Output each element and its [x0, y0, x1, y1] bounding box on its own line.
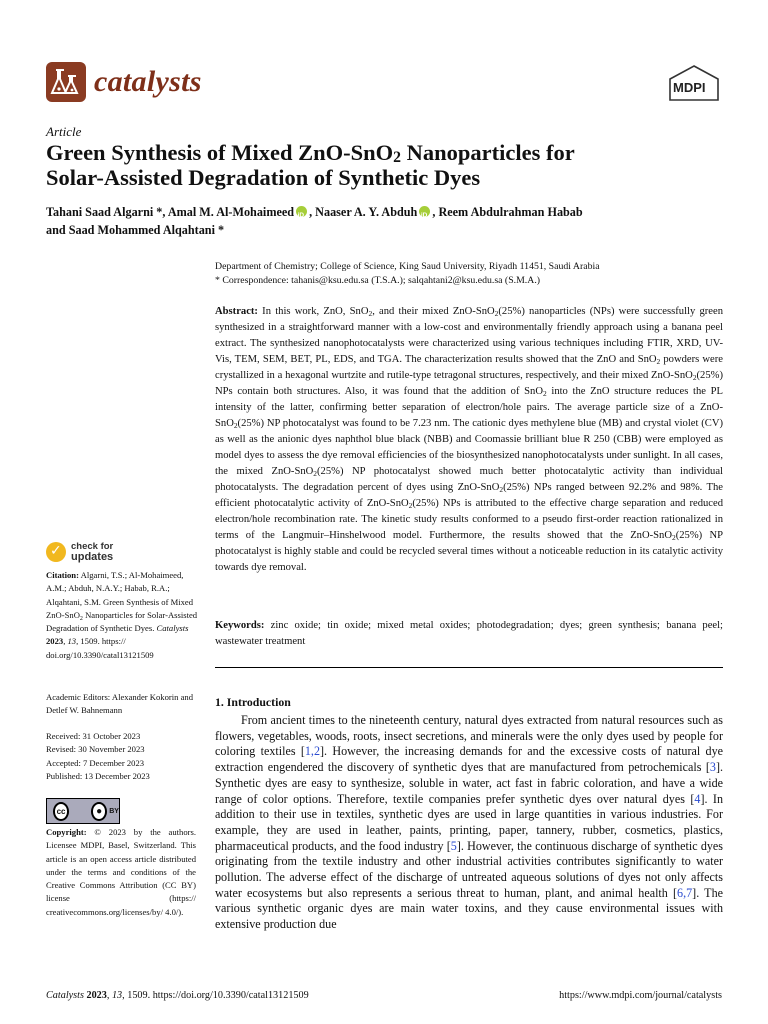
- author-names[interactable]: and Saad Mohammed Alqahtani *: [46, 223, 225, 237]
- publisher-name: MDPI: [673, 80, 706, 95]
- subscript: 2: [233, 421, 238, 430]
- abstract-text: into the ZnO structure reduces the PL intensity of the latter, confirming better separation of electron/hole pairs. The average particle size of a ZnO-SnO: [215, 386, 723, 429]
- affiliation-block: [215, 260, 725, 288]
- footer-year: 2023: [86, 990, 107, 1001]
- abstract-text: (25%) nanoparticles (NPs) were successfully green synthesized in a straightforward manner with a low-cost and environmentally friendly approach using a banana peel extract. The synthesized nanophotocatalysts were characterized using various techniques including FTIR, XRD, UV-Vis, TEM, SEM, BET, PL, EDS, and TGA. The characterization results showed that the ZnO and SnO: [215, 306, 723, 365]
- abstract-text: , and their mixed ZnO-SnO: [372, 306, 495, 317]
- abstract-text: (25%) NPs contain both structures. Also, it was found that the addition of SnO: [215, 370, 723, 397]
- citation-label: Citation:: [46, 570, 79, 580]
- check-updates-label: [71, 542, 113, 562]
- reference-link[interactable]: 4: [694, 791, 701, 806]
- subscript: 2: [692, 373, 697, 382]
- flask-icon: [46, 62, 86, 102]
- by-label: BY: [109, 807, 119, 815]
- footer-doi[interactable]: , 1509. https://doi.org/10.3390/catal13121509: [122, 990, 309, 1001]
- abstract-text: powders were crystallized in a hexagonal wurtzite and rutile-type tetragonal structures, respectively, and their mixed ZnO-SnO: [215, 354, 723, 381]
- abstract-text: (25%) NP photocatalyst was found to be 7.23 nm. The cationic dyes methylene blue (MB) and crystal violet (CV) as well as the anionic dyes naphthol blue black (NBB) and Coomassie brilliant blue R 250 (CBB) were employed as model dyes to assess the dye removal efficiencies of the biosynthesized nanophotocatalysts under sunlight. In all cases, the mixed ZnO-SnO: [215, 418, 723, 477]
- correspondence[interactable]: * Correspondence: tahanis@ksu.edu.sa (T.S.A.); salqahtani2@ksu.edu.sa (S.M.A.): [215, 275, 541, 286]
- body-text: ]. The various synthetic organic dyes are main water toxins, and they cause environmental issues with extensive production due: [215, 885, 723, 932]
- reference-link[interactable]: 3: [709, 760, 716, 775]
- subscript: 2: [543, 389, 547, 398]
- cc-by-license-badge[interactable]: [46, 798, 120, 824]
- copyright-label: Copyright:: [46, 827, 87, 837]
- title-text: Green Synthesis of Mixed ZnO-SnO: [46, 140, 394, 165]
- reference-link[interactable]: 5: [450, 838, 457, 853]
- subscript: 2: [672, 533, 676, 542]
- abstract-text: (25%) NP photocatalyst showed much better photocatalytic activity than individual photocatalysts. The degradation percent of dyes using ZnO-SnO: [215, 466, 723, 493]
- title-text: Solar-Assisted Degradation of Synthetic Dyes: [46, 165, 481, 190]
- citation-journal: Catalysts: [156, 623, 189, 634]
- section-heading: 1. Introduction: [215, 695, 291, 709]
- keywords-label: Keywords:: [215, 620, 265, 631]
- citation-block: Citation: Algarni, T.S.; Al-Mohaimeed, A.M.; Abduh, N.A.Y.; Habab, R.A.; Alqahtani, S.M. Green Synthesis of Mixed ZnO-SnO$_2$ Nanoparticles for Solar-Assisted Degradation of Synthetic Dyes. Catalysts 2023, 13, 1509. https:// doi.org/10.3390/catal13121509: [46, 570, 198, 660]
- body-text: ]. However, the increasing demands for and the excessive costs of natural dye extraction engendered the discovery of synthetic dyes that are manufactured from petrochemicals [: [215, 744, 723, 775]
- introduction-paragraph: [215, 713, 723, 933]
- title-text: Nanoparticles for: [401, 140, 575, 165]
- citation-year: 2023: [46, 636, 64, 647]
- citation-text: Nanoparticles for Solar-Assisted Degradation of Synthetic Dyes.: [46, 609, 198, 634]
- footer-journal: Catalysts: [46, 990, 84, 1001]
- reference-link[interactable]: 6,7: [677, 885, 693, 900]
- check-updates-line: check for: [71, 541, 114, 552]
- body-text: ]. Synthetic dyes are easy to synthesize, soluble in water, act fast in fabric coloration, and have a wide range of color options. Therefore, textile companies prefer synthetic dyes over natural dyes [: [215, 760, 723, 806]
- author-names[interactable]: , Naaser A. Y. Abduh: [309, 205, 418, 219]
- dates-block: [46, 730, 198, 783]
- title-subscript: 2: [393, 149, 401, 166]
- checkmark-icon: [46, 542, 66, 562]
- subscript: 2: [499, 485, 504, 494]
- subscript: 2: [656, 357, 661, 366]
- affiliation: Department of Chemistry; College of Science, King Saud University, Riyadh 11451, Saudi Arabia: [215, 261, 600, 272]
- received-date: Received: 31 October 2023: [46, 731, 141, 741]
- footer-volume: 13: [111, 990, 123, 1001]
- footer-citation: Catalysts 2023, 13, 1509. https://doi.org/10.3390/catal13121509: [46, 990, 309, 1001]
- journal-name: catalysts: [94, 65, 202, 98]
- abstract-text: In this work, ZnO, SnO: [257, 306, 369, 317]
- check-updates-line: updates: [71, 551, 114, 563]
- author-names[interactable]: , Reem Abdulrahman Habab: [432, 205, 583, 219]
- author-list: [46, 203, 736, 239]
- accepted-date: Accepted: 7 December 2023: [46, 757, 145, 768]
- body-text: ]. In addition to their use in textiles, synthetic dyes are used in large quantities in various industries. For example, they are used in leather, paints, printing, paper, tannery, rubber, cosmetics, plastics, pharmaceutical products, and the food industry [: [215, 791, 723, 853]
- citation-volume: 13: [67, 636, 77, 647]
- body-text: ]. However, the continuous discharge of synthetic dyes originating from the textile industry and other industrial activities contributes significantly to water pollution. The adverse effect of the discharge of untreated aqueous solutions of dyes not only affects water ecosystems but also represents a serious threat to human, plant, and animal health [: [215, 838, 724, 900]
- abstract-text: (25%) NPs ranged between 92.2% and 98%. The efficient photocatalytic activity of ZnO-SnO: [215, 482, 723, 509]
- subscript: 2: [368, 309, 373, 318]
- abstract-text: (25%) NPs is attributed to the effective charge separation and reduced electron/hole recombination rate. The kinetic study results conformed to a pseudo first-order reaction rationalized in terms of the Langmuir–Hinshelwood model. Furthermore, the results showed that the ZnO-SnO: [215, 498, 723, 541]
- revised-date: Revised: 30 November 2023: [46, 744, 145, 755]
- abstract-label: Abstract:: [215, 306, 258, 317]
- academic-editors: Academic Editors: Alexander Kokorin and Detlef W. Bahnemann: [46, 692, 194, 716]
- subscript: 2: [494, 309, 499, 318]
- footer-journal-url[interactable]: https://www.mdpi.com/journal/catalysts: [559, 990, 722, 1001]
- abstract-text: (25%) NP photocatalyst is highly stable and could be recycled several times without a noticeable reduction in its catalytic activity towards dye removal.: [215, 530, 723, 573]
- reference-link[interactable]: 1,2: [304, 744, 320, 759]
- mdpi-logo[interactable]: [668, 64, 720, 102]
- author-names[interactable]: Tahani Saad Algarni *, Amal M. Al-Mohaimeed: [46, 205, 295, 219]
- citation-text: Algarni, T.S.; Al-Mohaimeed, A.M.; Abduh, N.A.Y.; Habab, R.A.; Alqahtani, S.M. Green Synthesis of Mixed ZnO-SnO: [46, 570, 194, 620]
- section-divider: [215, 667, 723, 668]
- article-type: Article: [46, 124, 82, 139]
- subscript: 2: [313, 469, 317, 478]
- journal-logo[interactable]: [46, 62, 202, 102]
- keywords: [215, 618, 723, 650]
- article-title: [46, 140, 726, 190]
- person-icon: ●: [91, 802, 107, 821]
- orcid-icon[interactable]: [419, 206, 430, 217]
- check-for-updates[interactable]: [46, 542, 113, 562]
- subscript: 2: [79, 615, 83, 622]
- body-text: From ancient times to the nineteenth century, natural dyes extracted from natural resources such as flowers, vegetables, woods, roots, insect secretions, and minerals were the only dyes used by people for coloring textiles [: [215, 713, 723, 759]
- citation-text: , 1509. https://: [76, 636, 126, 647]
- subscript: 2: [408, 501, 413, 510]
- copyright-text: © 2023 by the authors. Licensee MDPI, Basel, Switzerland. This article is an open access article distributed under the terms and conditions of the Creative Commons Attribution (CC BY) license (https:// creativecommons.org/licenses/by/ 4.0/).: [46, 827, 196, 917]
- keywords-text: zinc oxide; tin oxide; mixed metal oxides; photodegradation; dyes; green synthesis; banana peel; wastewater treatment: [215, 620, 723, 647]
- published-date: Published: 13 December 2023: [46, 770, 150, 781]
- citation-doi[interactable]: doi.org/10.3390/catal13121509: [46, 649, 154, 660]
- orcid-icon[interactable]: [296, 206, 307, 217]
- abstract: [215, 304, 723, 576]
- cc-icon: cc: [53, 802, 69, 821]
- copyright-block: [46, 826, 196, 919]
